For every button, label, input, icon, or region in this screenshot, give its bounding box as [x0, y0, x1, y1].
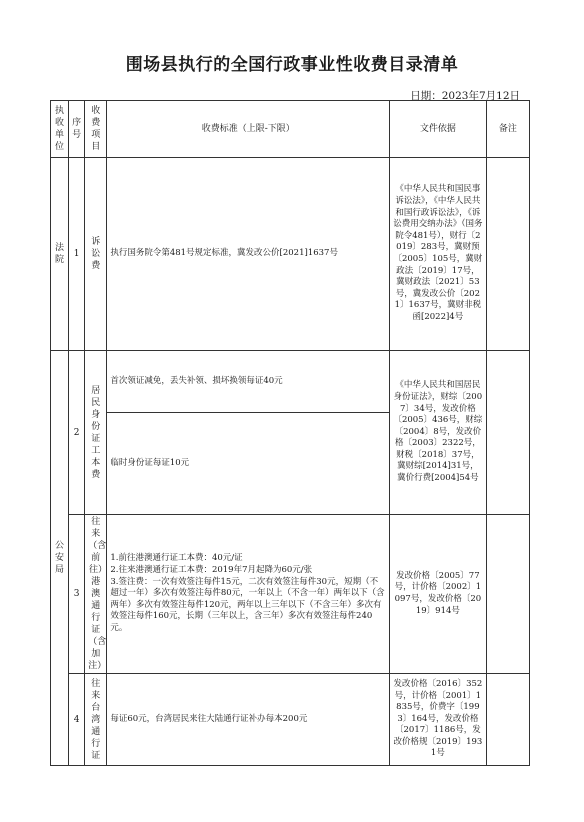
row-no: 3: [69, 515, 85, 674]
standard-line: 1.前往港澳通行证工本费：40元/证: [110, 553, 243, 564]
row-note: [486, 351, 529, 515]
row-no: 1: [69, 158, 85, 351]
standard-line: 2.往来港澳通行证工本费：2019年7月起降为60元/张: [110, 565, 313, 576]
header-no: 序号: [69, 101, 85, 158]
header-standard: 收费标准（上限-下限）: [107, 101, 390, 158]
row-standard: 每证60元，台湾居民来往大陆通行证补办每本200元: [107, 674, 390, 766]
row-standard: 执行国务院令第481号规定标准，冀发改公价[2021]1637号: [107, 158, 390, 351]
row-standard: 首次领证减免，丢失补领、损坏换领每证40元: [107, 351, 390, 413]
table-row: [51, 351, 530, 413]
row-note: [486, 674, 529, 766]
standard-line: 3.签注费：一次有效签注每件15元，二次有效签注每件30元，短期（不超过一年）多次有效签注每件80元，一年以上（不含一年）两年以下（含两年）多次有效签注每件120元，两年以上三年以下（不含三年）多次有效签注每件160元，长期（三年以上，含三年）多次有效签注每件240元。: [110, 576, 385, 633]
row-item: 居民身份证工本费: [85, 351, 107, 515]
table-row: [51, 515, 530, 674]
table-row: [51, 158, 530, 351]
row-no: 4: [69, 674, 85, 766]
row-standard: [107, 515, 390, 674]
row-basis: 发改价格〔2005〕77号，计价格〔2002〕1097号，发改价格〔2019〕914号: [390, 515, 487, 674]
unit-court: 法院: [51, 158, 69, 351]
page-title: 围场县执行的全国行政事业性收费目录清单: [125, 55, 459, 75]
row-item: 往来台湾通行证: [85, 674, 107, 766]
row-item: 诉讼费: [85, 158, 107, 351]
unit-police: 公安局: [51, 351, 69, 766]
row-basis: 发改价格〔2016〕352号，计价格〔2001〕1835号，价费字〔1993〕164号，发改价格〔2017〕1186号，发改价格规〔2019〕1931号: [390, 674, 487, 766]
row-note: [486, 515, 529, 674]
row-standard: 临时身份证每证10元: [107, 413, 390, 515]
table-row: [51, 674, 530, 766]
row-note: [486, 158, 529, 351]
row-no: 2: [69, 351, 85, 515]
header-basis: 文件依据: [390, 101, 487, 158]
row-basis: 《中华人民共和国民事诉讼法》，《中华人民共和国行政诉讼法》，《诉讼费用交纳办法》（国务院令481号），财行〔2019〕283号，冀财预〔2005〕105号，冀财政法〔2019〕17号，冀财政法〔2021〕53号，冀发改公价〔2021〕1637号，冀财非税函[2022]4号: [390, 158, 487, 351]
header-unit: 执收单位: [51, 101, 69, 158]
header-note: 备注: [486, 101, 529, 158]
document-date: 日期：2023年7月12日: [410, 90, 520, 102]
header-item: 收费项目: [85, 101, 107, 158]
row-item: 往来（含前往）港澳通行证（含加注）: [85, 515, 107, 674]
fee-table: [50, 100, 530, 766]
table-header-row: [51, 101, 530, 158]
row-basis: 《中华人民共和国居民身份证法》，财综〔2007〕34号，发改价格〔2005〕436号，财综〔2004〕8号，发改价格〔2003〕2322号，财税〔2018〕37号，冀财综[2014]31号，冀价行费[2004]54号: [390, 351, 487, 515]
